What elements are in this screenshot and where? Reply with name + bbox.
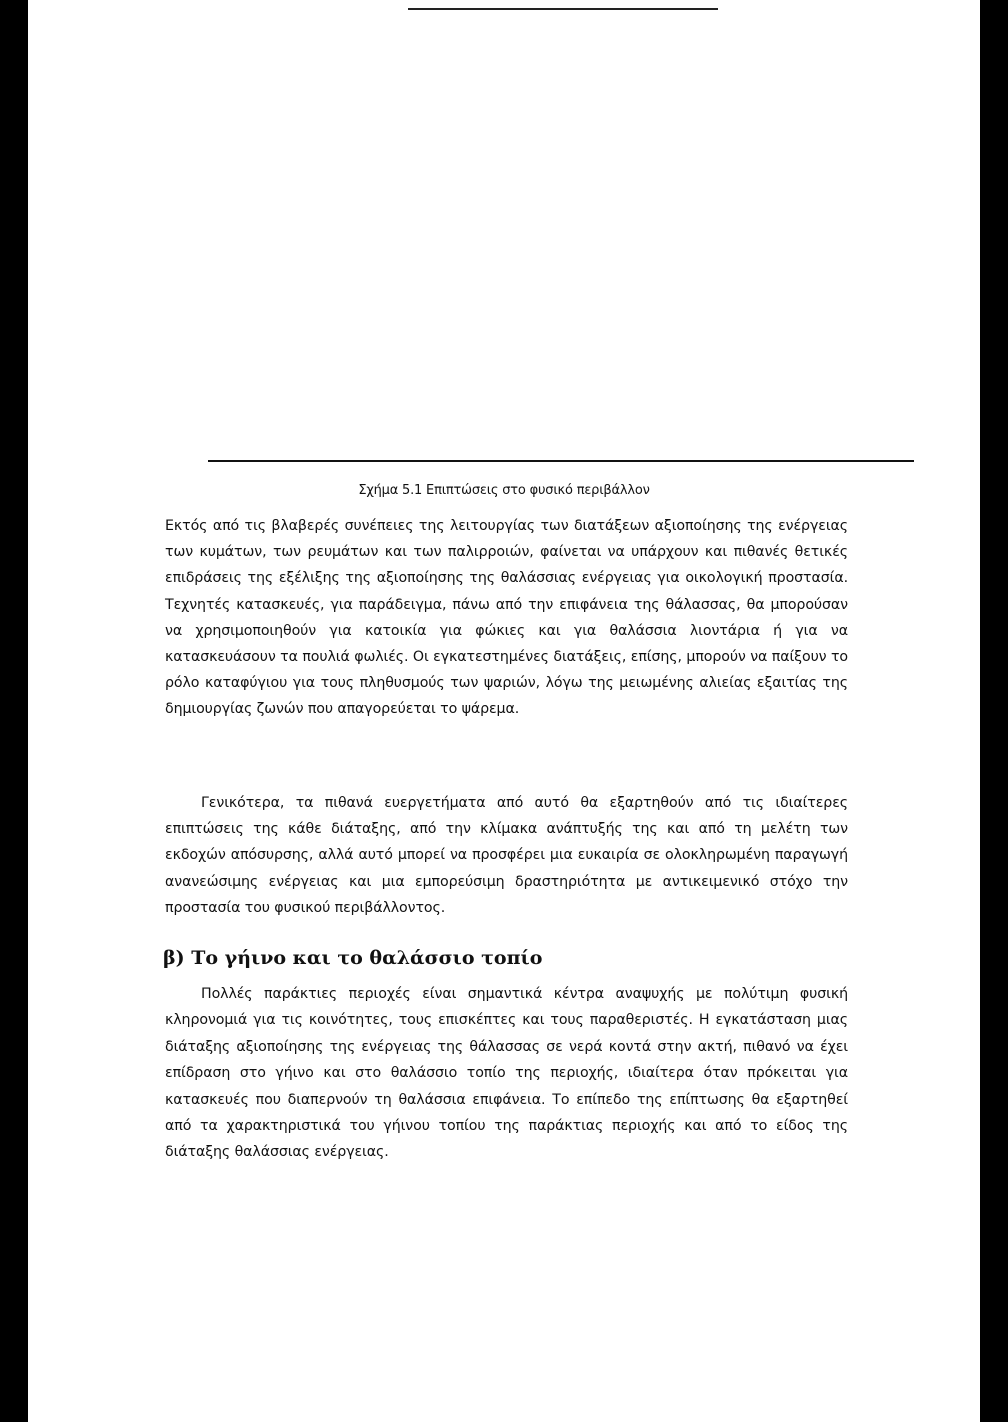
paragraph-benefits: Γενικότερα, τα πιθανά ευεργετήματα από αυτό θα εξαρτηθούν από τις ιδιαίτερες επιπτώσεις της κάθε διάταξης, από την κλίμακα ανάπτυξής της και από τη μελέτη των εκδοχών απόσυρσης, αλλά αυτό μπορεί να προσφέρει μια ευκαιρία σε ολοκληρωμένη παραγωγή ανανεώσιμης ενέργειας και μια εμπορεύσιμη δραστηριότητα με αντικειμενικό στόχο την προστασία του φυσικού περιβάλλοντος.: [165, 795, 848, 916]
paragraph-positive-effects: Εκτός από τις βλαβερές συνέπειες της λειτουργίας των διατάξεων αξιοποίησης της ενέργειας των κυμάτων, των ρευμάτων και των παλιρροιών, φαίνεται να υπάρχουν και πιθανές θετικές επιδράσεις της εξέλιξης της αξιοποίησης της θαλάσσιας ενέργειας για οικολογική προστασία. Τεχνητές κατασκευές, για παράδειγμα, πάνω από την επιφάνεια της θάλασσας, θα μπορούσαν να χρησιμοποιηθούν για κατοικία για φώκιες και για θαλάσσια λιοντάρια ή για να κατασκευάσουν τα πουλιά φωλιές. Οι εγκατεστημένες διατάξεις, επίσης, μπορούν να παίξουν το ρόλο καταφύγιου για τους πληθυσμούς των ψαριών, λόγω της μειωμένης αλιείας εξαιτίας της δημιουργίας ζωνών που απαγορεύεται το ψάρεμα.: [165, 518, 848, 718]
figure-caption: Σχήμα 5.1 Επιπτώσεις στο φυσικό περιβάλλον: [358, 483, 650, 498]
paragraph-landscape: Πολλές παράκτιες περιοχές είναι σημαντικά κέντρα αναψυχής με πολύτιμη φυσική κληρονομιά για τις κοινότητες, τους επισκέπτες και τους παραθεριστές. Η εγκατάσταση μιας διάταξης αξιοποίησης της ενέργειας της θάλασσας σε νερά κοντά στην ακτή, πιθανό να έχει επίδραση στο γήινο και στο θαλάσσιο τοπίο της περιοχής, ιδιαίτερα όταν πρόκειται για κατασκευές που διαπερνούν τη θαλάσσια επιφάνεια. Το επίπεδο της επίπτωσης θα εξαρτηθεί από τα χαρακτηριστικά του γήινου τοπίου της παράκτιας περιοχής και από το είδος της διάταξης θαλάσσιας ενέργειας.: [165, 986, 848, 1161]
section-heading: β) Το γήινο και το θαλάσσιο τοπίο: [163, 947, 543, 969]
top-rule: [408, 8, 718, 10]
figure-bottom-rule: [208, 460, 914, 462]
